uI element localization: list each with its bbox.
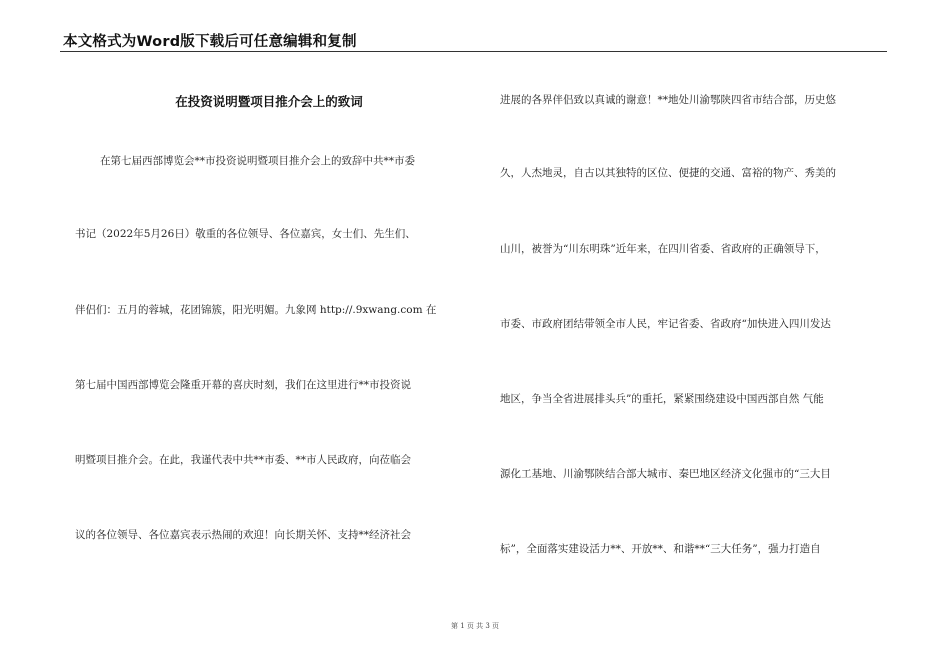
paragraph-line: 标”，全面落实建设活力**、开放**、和谐**“三大任务”，强力打造自 xyxy=(500,543,821,555)
paragraph-line: 第七届中国西部博览会隆重开幕的喜庆时刻，我们在这里进行**市投资说 xyxy=(75,379,411,391)
paragraph-line: 议的各位领导、各位嘉宾表示热闹的欢迎！向长期关怀、支持**经济社会 xyxy=(75,529,411,541)
left-column xyxy=(75,0,465,672)
paragraph-line: 书记（2022年5月26日）敬重的各位领导、各位嘉宾，女士们、先生们、 xyxy=(75,228,416,240)
paragraph-line: 地区，争当全省进展排头兵”的重托，紧紧围绕建设中国西部自然 气能 xyxy=(500,393,824,405)
paragraph-line: 进展的各界伴侣致以真诚的谢意！**地处川渝鄂陕四省市结合部，历史悠 xyxy=(500,94,836,106)
paragraph-line: 明暨项目推介会。在此，我谨代表中共**市委、**市人民政府，向莅临会 xyxy=(75,454,411,466)
paragraph-line: 源化工基地、川渝鄂陕结合部大城市、秦巴地区经济文化强市的“三大目 xyxy=(500,468,831,480)
page-indicator: 第 1 页 共 3 页 xyxy=(450,622,500,630)
paragraph-line: 在第七届西部博览会**市投资说明暨项目推介会上的致辞中共**市委 xyxy=(100,155,415,167)
paragraph-line: 市委、市政府团结带领全市人民，牢记省委、省政府“加快进入四川发达 xyxy=(500,318,831,330)
paragraph-line: 伴侣们：五月的蓉城，花团锦簇，阳光明媚。九象网 http://.9xwang.com 在 xyxy=(75,304,437,316)
paragraph-line: 山川，被誉为“川东明珠”近年来，在四川省委、省政府的正确领导下， xyxy=(500,243,826,255)
download-banner: 本文格式为Word版下载后可任意编辑和复制 xyxy=(63,34,357,50)
document-title: 在投资说明暨项目推介会上的致词 xyxy=(175,94,363,109)
paragraph-line: 久，人杰地灵，自古以其独特的区位、便捷的交通、富裕的物产、秀美的 xyxy=(500,167,836,179)
right-column xyxy=(500,0,890,672)
